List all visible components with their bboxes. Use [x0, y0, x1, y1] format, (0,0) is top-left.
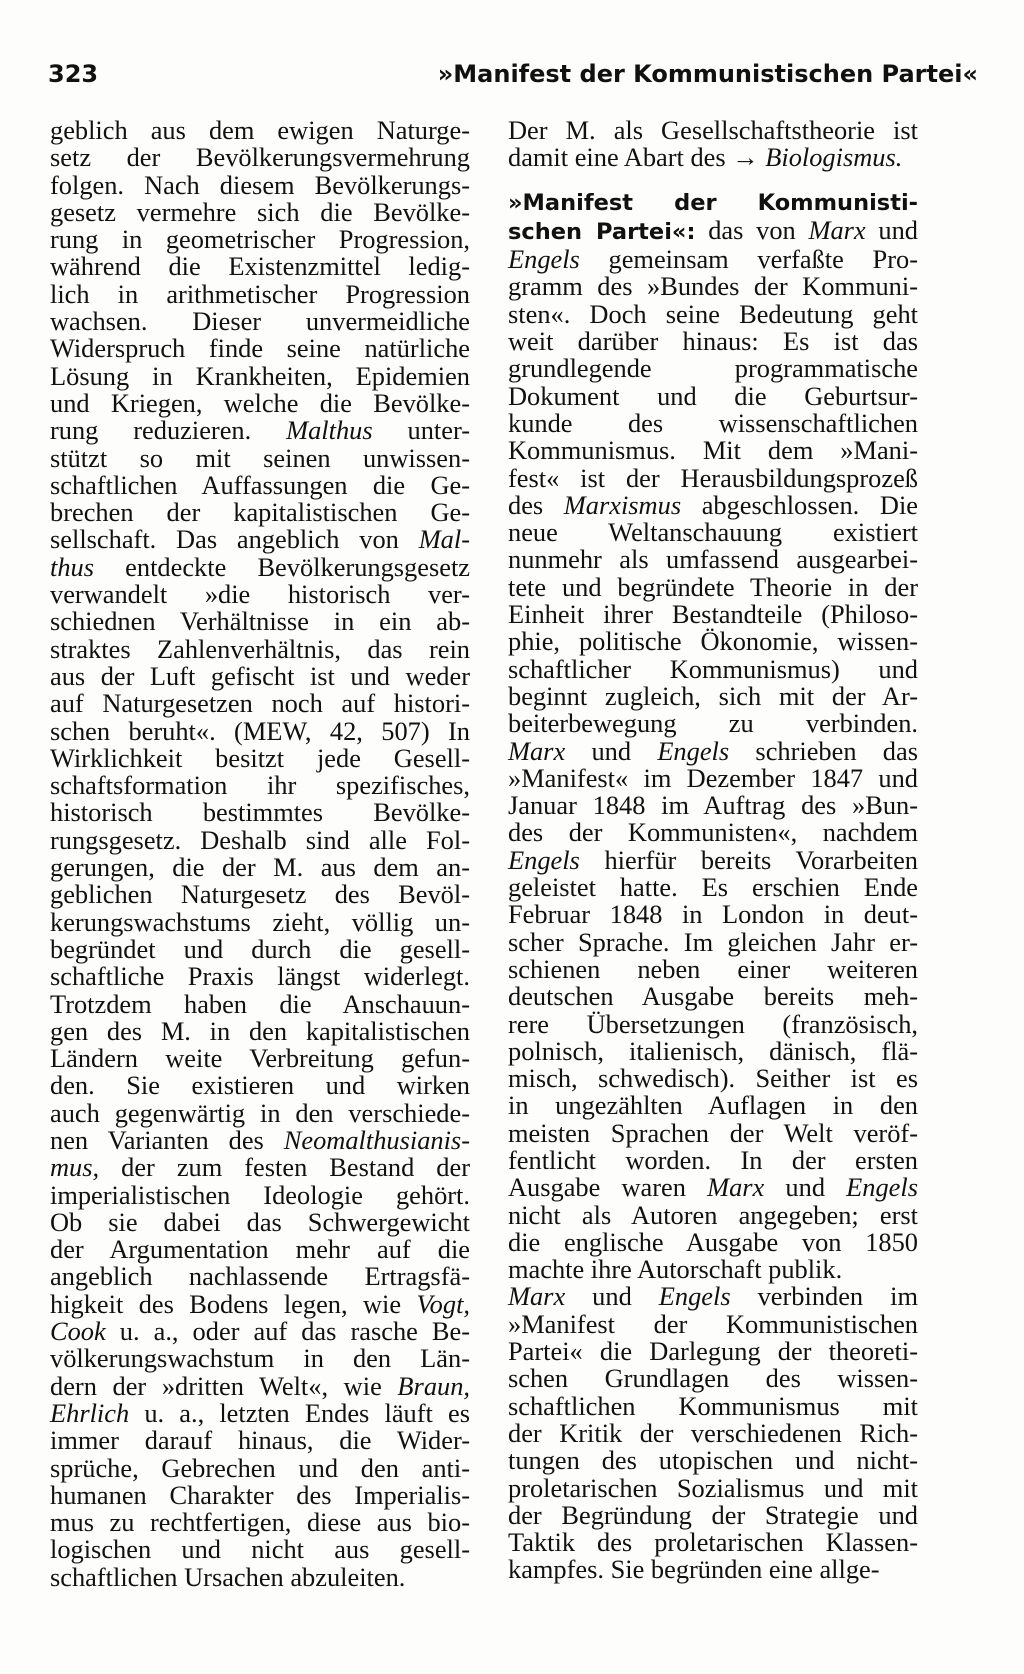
- text-run: hierfür bereits Vorarbeiten: [579, 844, 918, 875]
- text-line: [508, 144, 918, 171]
- text-run: des: [508, 489, 564, 520]
- text-run: lich in arithmetischer Progression: [50, 278, 470, 309]
- text-line: [508, 653, 918, 684]
- text-line: [50, 1479, 470, 1510]
- text-run: fentlicht worden. In der ersten: [508, 1144, 918, 1175]
- text-run: wachsen. Dieser unvermeidliche: [50, 306, 470, 337]
- text-run: völkerungswachstum in den Län-: [50, 1343, 470, 1374]
- text-run: Einheit ihrer Bestandteile (Philoso-: [508, 599, 918, 630]
- text-run: higkeit des Bodens legen, wie: [50, 1288, 417, 1319]
- page-number: 323: [48, 60, 99, 88]
- text-line: [508, 1092, 918, 1119]
- text-run: in ungezählten Auflagen in den: [508, 1090, 918, 1121]
- italic-term: Engels: [657, 735, 730, 766]
- text-line: [508, 328, 918, 355]
- text-run: Widerspruch finde seine natürliche: [50, 333, 470, 364]
- text-run: u. a., letzten Endes läuft es: [129, 1397, 470, 1428]
- text-run: auch gegenwärtig in den verschiede-: [50, 1097, 470, 1128]
- text-run: polnisch, italienisch, dänisch, flä-: [508, 1035, 918, 1066]
- text-line: [508, 1174, 918, 1201]
- text-line: [508, 546, 918, 573]
- text-line: [508, 1556, 918, 1583]
- text-run: des der Kommunisten«, nachdem: [508, 817, 918, 848]
- text-run: der Begründung der Strategie und: [508, 1499, 918, 1530]
- text-line: [508, 844, 918, 875]
- text-run: schen beruht«. (MEW, 42, 507) In: [50, 715, 470, 746]
- text-line: [50, 417, 470, 444]
- text-run: humanen Charakter des Imperialis-: [50, 1479, 470, 1510]
- text-run: verwandelt »die historisch ver-: [50, 579, 470, 610]
- text-run: imperialistischen Ideologie gehört.: [50, 1179, 470, 1210]
- text-run: »Manifest« im Dezember 1847 und: [508, 762, 918, 793]
- italic-term: Engels: [846, 1172, 918, 1203]
- text-line: [50, 633, 470, 664]
- text-run: Februar 1848 in London in deut-: [508, 899, 918, 930]
- text-line: [508, 380, 918, 411]
- text-line: [508, 1529, 918, 1556]
- text-line: [508, 519, 918, 546]
- text-run: schaftsformation ihr spezifisches,: [50, 770, 470, 801]
- text-run: und: [565, 735, 658, 766]
- text-run: kerungswachstums zieht, völlig un-: [50, 906, 470, 937]
- text-line: [508, 1338, 918, 1365]
- text-line: [508, 983, 918, 1010]
- text-line: [508, 355, 918, 382]
- italic-term: Marx: [808, 214, 866, 245]
- text-run: proletarischen Sozialismus und mit: [508, 1472, 918, 1503]
- left-column: [50, 117, 470, 1591]
- text-run: gesetz vermehre sich die Bevölke-: [50, 196, 470, 227]
- text-line: [50, 387, 470, 418]
- text-run: machte ihre Autorschaft publik.: [508, 1254, 843, 1285]
- text-line: [50, 1370, 470, 1401]
- text-run: Taktik des proletarischen Klassen-: [508, 1527, 918, 1558]
- text-line: [508, 680, 918, 711]
- text-line: [50, 988, 470, 1019]
- text-run: und: [565, 1281, 659, 1312]
- text-line: [50, 526, 470, 553]
- text-line: [50, 442, 470, 473]
- text-line: [50, 551, 470, 582]
- text-run: begründet und durch die gesell-: [50, 933, 470, 964]
- text-run: Ländern weite Verbreitung gefun-: [50, 1043, 470, 1074]
- italic-term: Engels: [508, 844, 580, 875]
- text-line: [50, 278, 470, 309]
- text-line: [50, 499, 470, 526]
- text-run: damit eine Abart des →: [508, 142, 766, 173]
- text-run: gramm des »Bundes der Kommuni-: [508, 271, 918, 302]
- text-line: [508, 273, 918, 300]
- text-run: logischen und nicht aus gesell-: [50, 1534, 470, 1565]
- text-line: [50, 308, 470, 335]
- text-line: [50, 169, 470, 200]
- text-line: [508, 901, 918, 928]
- text-run: Lösung in Krankheiten, Epidemien: [50, 360, 470, 391]
- text-run: Januar 1848 im Auftrag des »Bun-: [508, 790, 918, 821]
- entry-headword: schen Partei«:: [508, 218, 696, 245]
- italic-term: mus,: [50, 1152, 100, 1183]
- text-run: grundlegende programmatische: [508, 353, 918, 384]
- text-run: Ausgabe waren: [508, 1172, 708, 1203]
- text-run: das von: [695, 214, 809, 245]
- text-line: [50, 608, 470, 635]
- entry-manifest: [508, 188, 918, 1584]
- text-run: tete und begründete Theorie in der: [508, 571, 918, 602]
- text-line: [50, 1263, 470, 1290]
- text-run: angeblich nachlassende Ertragsfä-: [50, 1261, 470, 1292]
- italic-term: Vogt,: [416, 1288, 470, 1319]
- text-line: [508, 1199, 918, 1230]
- text-run: brechen der kapitalistischen Ge-: [50, 497, 470, 528]
- text-run: immer darauf hinaus, die Wider-: [50, 1425, 470, 1456]
- text-line: [508, 1117, 918, 1148]
- text-run: aus der Luft gefischt ist und weder: [50, 660, 470, 691]
- text-line: [508, 1417, 918, 1448]
- italic-term: Neomalthusianis-: [283, 1124, 470, 1155]
- text-run: während die Existenzmittel ledig-: [50, 251, 470, 282]
- text-run: folgen. Nach diesem Bevölkerungs-: [50, 169, 470, 200]
- text-run: stützt so mit seinen unwissen-: [50, 442, 470, 473]
- text-line: [50, 1124, 470, 1155]
- text-run: rungsgesetz. Deshalb sind alle Fol-: [50, 824, 470, 855]
- text-run: schrieben das: [729, 735, 918, 766]
- italic-term: Ehrlich: [50, 1397, 130, 1428]
- text-line: [50, 742, 470, 773]
- text-line: [50, 690, 470, 717]
- italic-term: Mal-: [418, 524, 470, 555]
- text-line: [508, 628, 918, 655]
- text-line: [50, 196, 470, 227]
- text-line: [508, 571, 918, 602]
- text-line: [50, 1097, 470, 1128]
- text-line: [50, 824, 470, 855]
- text-line: [508, 1256, 918, 1283]
- text-line: [50, 715, 470, 746]
- text-run: geleistet hatte. Es erschien Ende: [508, 872, 918, 903]
- text-run: misch, schwedisch). Seither ist es: [508, 1063, 918, 1094]
- italic-term: Braun,: [397, 1370, 470, 1401]
- text-line: [50, 1536, 470, 1563]
- text-line: [50, 854, 470, 881]
- text-run: rere Übersetzungen (französisch,: [508, 1008, 918, 1039]
- text-run: sprüche, Gebrechen und den anti-: [50, 1452, 470, 1483]
- text-run: und: [865, 214, 918, 245]
- text-run: meisten Sprachen der Welt veröf-: [508, 1117, 918, 1148]
- text-run: schaftliche Praxis längst widerlegt.: [50, 961, 470, 992]
- text-line: [508, 1447, 918, 1474]
- text-run: Kommunismus. Mit dem »Mani-: [508, 435, 918, 466]
- right-column: [508, 117, 918, 1584]
- italic-term: Cook: [50, 1316, 106, 1347]
- text-line: [50, 1236, 470, 1263]
- text-line: [508, 1065, 918, 1092]
- text-run: Ob sie dabei das Schwergewicht: [50, 1206, 470, 1237]
- text-run: straktes Zahlenverhältnis, das rein: [50, 633, 470, 664]
- text-line: [50, 963, 470, 990]
- text-line: [50, 881, 470, 908]
- text-run: kunde des wissenschaftlichen: [508, 407, 918, 438]
- text-line: [50, 226, 470, 253]
- text-run: gerungen, die der M. aus dem an-: [50, 852, 470, 883]
- text-line: [50, 772, 470, 799]
- text-run: weit darüber hinaus: Es ist das: [508, 326, 918, 357]
- italic-term: Engels: [508, 244, 580, 275]
- text-line: [50, 1345, 470, 1372]
- entry-separator: [508, 172, 918, 188]
- text-line: [50, 1154, 470, 1181]
- text-run: phie, politische Ökonomie, wissen-: [508, 626, 918, 657]
- text-run: der Kritik der verschiedenen Rich-: [508, 1417, 918, 1448]
- entry-headword: »Manifest der Kommunisti-: [508, 189, 918, 216]
- text-run: kampfes. Sie begründen eine allge-: [508, 1554, 880, 1585]
- text-line: [508, 1308, 918, 1339]
- text-run: dern der »dritten Welt«, wie: [50, 1370, 398, 1401]
- previous-entry-ending: [508, 117, 918, 172]
- text-run: der Argumentation mehr auf die: [50, 1234, 470, 1265]
- text-run: auf Naturgesetzen noch auf histori-: [50, 688, 470, 719]
- text-run: schen Grundlagen des wissen-: [508, 1363, 918, 1394]
- italic-term: Biologismus.: [765, 142, 903, 173]
- text-run: unter-: [372, 415, 470, 446]
- text-run: setz der Bevölkerungsvermehrung: [50, 142, 470, 173]
- text-line: [50, 1045, 470, 1072]
- text-line: [508, 601, 918, 628]
- text-run: abgeschlossen. Die: [681, 489, 918, 520]
- text-line: [50, 799, 470, 826]
- text-run: Partei« die Darlegung der theoreti-: [508, 1336, 918, 1367]
- text-run: nicht als Autoren angegeben; erst: [508, 1199, 918, 1230]
- text-run: schaftlichen Auffassungen die Ge-: [50, 469, 470, 500]
- text-run: sten«. Doch seine Bedeutung geht: [508, 298, 918, 329]
- text-line: [50, 1561, 470, 1592]
- text-run: schiednen Verhältnisse in ein ab-: [50, 606, 470, 637]
- text-line: [50, 1452, 470, 1483]
- text-line: [508, 1035, 918, 1066]
- text-line: [508, 1226, 918, 1257]
- text-line: [50, 1206, 470, 1237]
- text-run: nen Varianten des: [50, 1124, 284, 1155]
- italic-term: Malthus: [286, 415, 373, 446]
- text-run: den. Sie existieren und wirken: [50, 1070, 470, 1101]
- text-line: [508, 735, 918, 766]
- text-line: [508, 298, 918, 329]
- text-run: rung in geometrischer Progression,: [50, 224, 470, 255]
- text-line: [508, 1008, 918, 1039]
- text-run: und Kriegen, welche die Bevölke-: [50, 387, 470, 418]
- text-run: rung reduzieren.: [50, 415, 287, 446]
- text-line: [508, 214, 918, 246]
- text-run: Dokument und die Geburtsur-: [508, 380, 918, 411]
- text-line: [50, 117, 470, 144]
- text-line: [50, 581, 470, 608]
- text-line: [508, 926, 918, 957]
- text-line: [508, 489, 918, 520]
- text-line: [50, 660, 470, 691]
- text-line: [50, 1397, 470, 1428]
- text-run: gen des M. in den kapitalistischen: [50, 1015, 470, 1046]
- text-line: [50, 144, 470, 171]
- italic-term: Marx: [707, 1172, 765, 1203]
- text-line: [50, 253, 470, 280]
- text-run: verbinden im: [730, 1281, 918, 1312]
- text-run: »Manifest der Kommunistischen: [508, 1308, 918, 1339]
- text-line: [50, 1179, 470, 1210]
- text-run: der zum festen Bestand der: [99, 1152, 470, 1183]
- text-line: [508, 1390, 918, 1421]
- text-line: [50, 469, 470, 500]
- text-run: historisch bestimmtes Bevölke-: [50, 797, 470, 828]
- text-line: [508, 874, 918, 901]
- text-line: [508, 762, 918, 793]
- text-line: [508, 1472, 918, 1503]
- text-run: Der M. als Gesellschaftstheorie ist: [508, 115, 918, 145]
- text-run: gemeinsam verfaßte Pro-: [579, 244, 918, 275]
- text-line: [508, 462, 918, 493]
- italic-term: Marx: [508, 1281, 566, 1312]
- text-run: fest« ist der Herausbildungsprozeß: [508, 462, 918, 493]
- text-line: [50, 933, 470, 964]
- text-line: [508, 246, 918, 273]
- text-run: schaftlicher Kommunismus) und: [508, 653, 918, 684]
- text-line: [508, 819, 918, 846]
- text-line: [50, 1072, 470, 1099]
- text-line: [50, 335, 470, 362]
- text-run: und: [764, 1172, 847, 1203]
- italic-term: Engels: [658, 1281, 731, 1312]
- text-run: sellschaft. Das angeblich von: [50, 524, 419, 555]
- text-run: beginnt zugleich, sich mit der Ar-: [508, 680, 918, 711]
- text-line: [508, 710, 918, 737]
- text-run: geblich aus dem ewigen Naturge-: [50, 115, 470, 145]
- text-line: [508, 953, 918, 984]
- text-line: [50, 1318, 470, 1345]
- text-run: neue Weltanschauung existiert: [508, 517, 918, 548]
- text-run: schienen neben einer weiteren: [508, 953, 918, 984]
- text-run: schaftlichen Kommunismus mit: [508, 1390, 918, 1421]
- text-run: scher Sprache. Im gleichen Jahr er-: [508, 926, 918, 957]
- text-run: Wirklichkeit besitzt jede Gesell-: [50, 742, 470, 773]
- text-line: [508, 437, 918, 464]
- text-run: mus zu rechtfertigen, diese aus bio-: [50, 1507, 470, 1538]
- text-line: [50, 906, 470, 937]
- text-line: [508, 792, 918, 819]
- italic-term: Marx: [508, 735, 566, 766]
- text-line: [508, 1365, 918, 1392]
- text-line: [508, 117, 918, 144]
- text-line: [508, 1499, 918, 1530]
- text-run: Trotzdem haben die Anschauun-: [50, 988, 470, 1019]
- text-run: nunmehr als umfassend ausgearbei-: [508, 544, 918, 575]
- text-line: [508, 1144, 918, 1175]
- running-head: »Manifest der Kommunistischen Partei«: [437, 60, 978, 88]
- text-run: die englische Ausgabe von 1850: [508, 1226, 918, 1257]
- text-run: schaftlichen Ursachen abzuleiten.: [50, 1561, 406, 1592]
- italic-term: Marxismus: [563, 489, 682, 520]
- text-run: geblichen Naturgesetz des Bevöl-: [50, 879, 470, 910]
- text-run: tungen des utopischen und nicht-: [508, 1445, 918, 1476]
- text-run: u. a., oder auf das rasche Be-: [105, 1316, 470, 1347]
- text-line: [50, 1288, 470, 1319]
- text-line: [508, 188, 918, 217]
- text-line: [50, 1015, 470, 1046]
- text-run: deutschen Ausgabe bereits meh-: [508, 981, 918, 1012]
- text-run: entdeckte Bevölkerungsgesetz: [94, 551, 470, 582]
- italic-term: thus: [50, 551, 94, 582]
- text-line: [508, 1283, 918, 1310]
- text-line: [50, 360, 470, 391]
- text-line: [50, 1509, 470, 1536]
- text-line: [50, 1427, 470, 1454]
- text-run: beiterbewegung zu verbinden.: [508, 708, 918, 739]
- page-header: [48, 60, 978, 100]
- text-line: [508, 407, 918, 438]
